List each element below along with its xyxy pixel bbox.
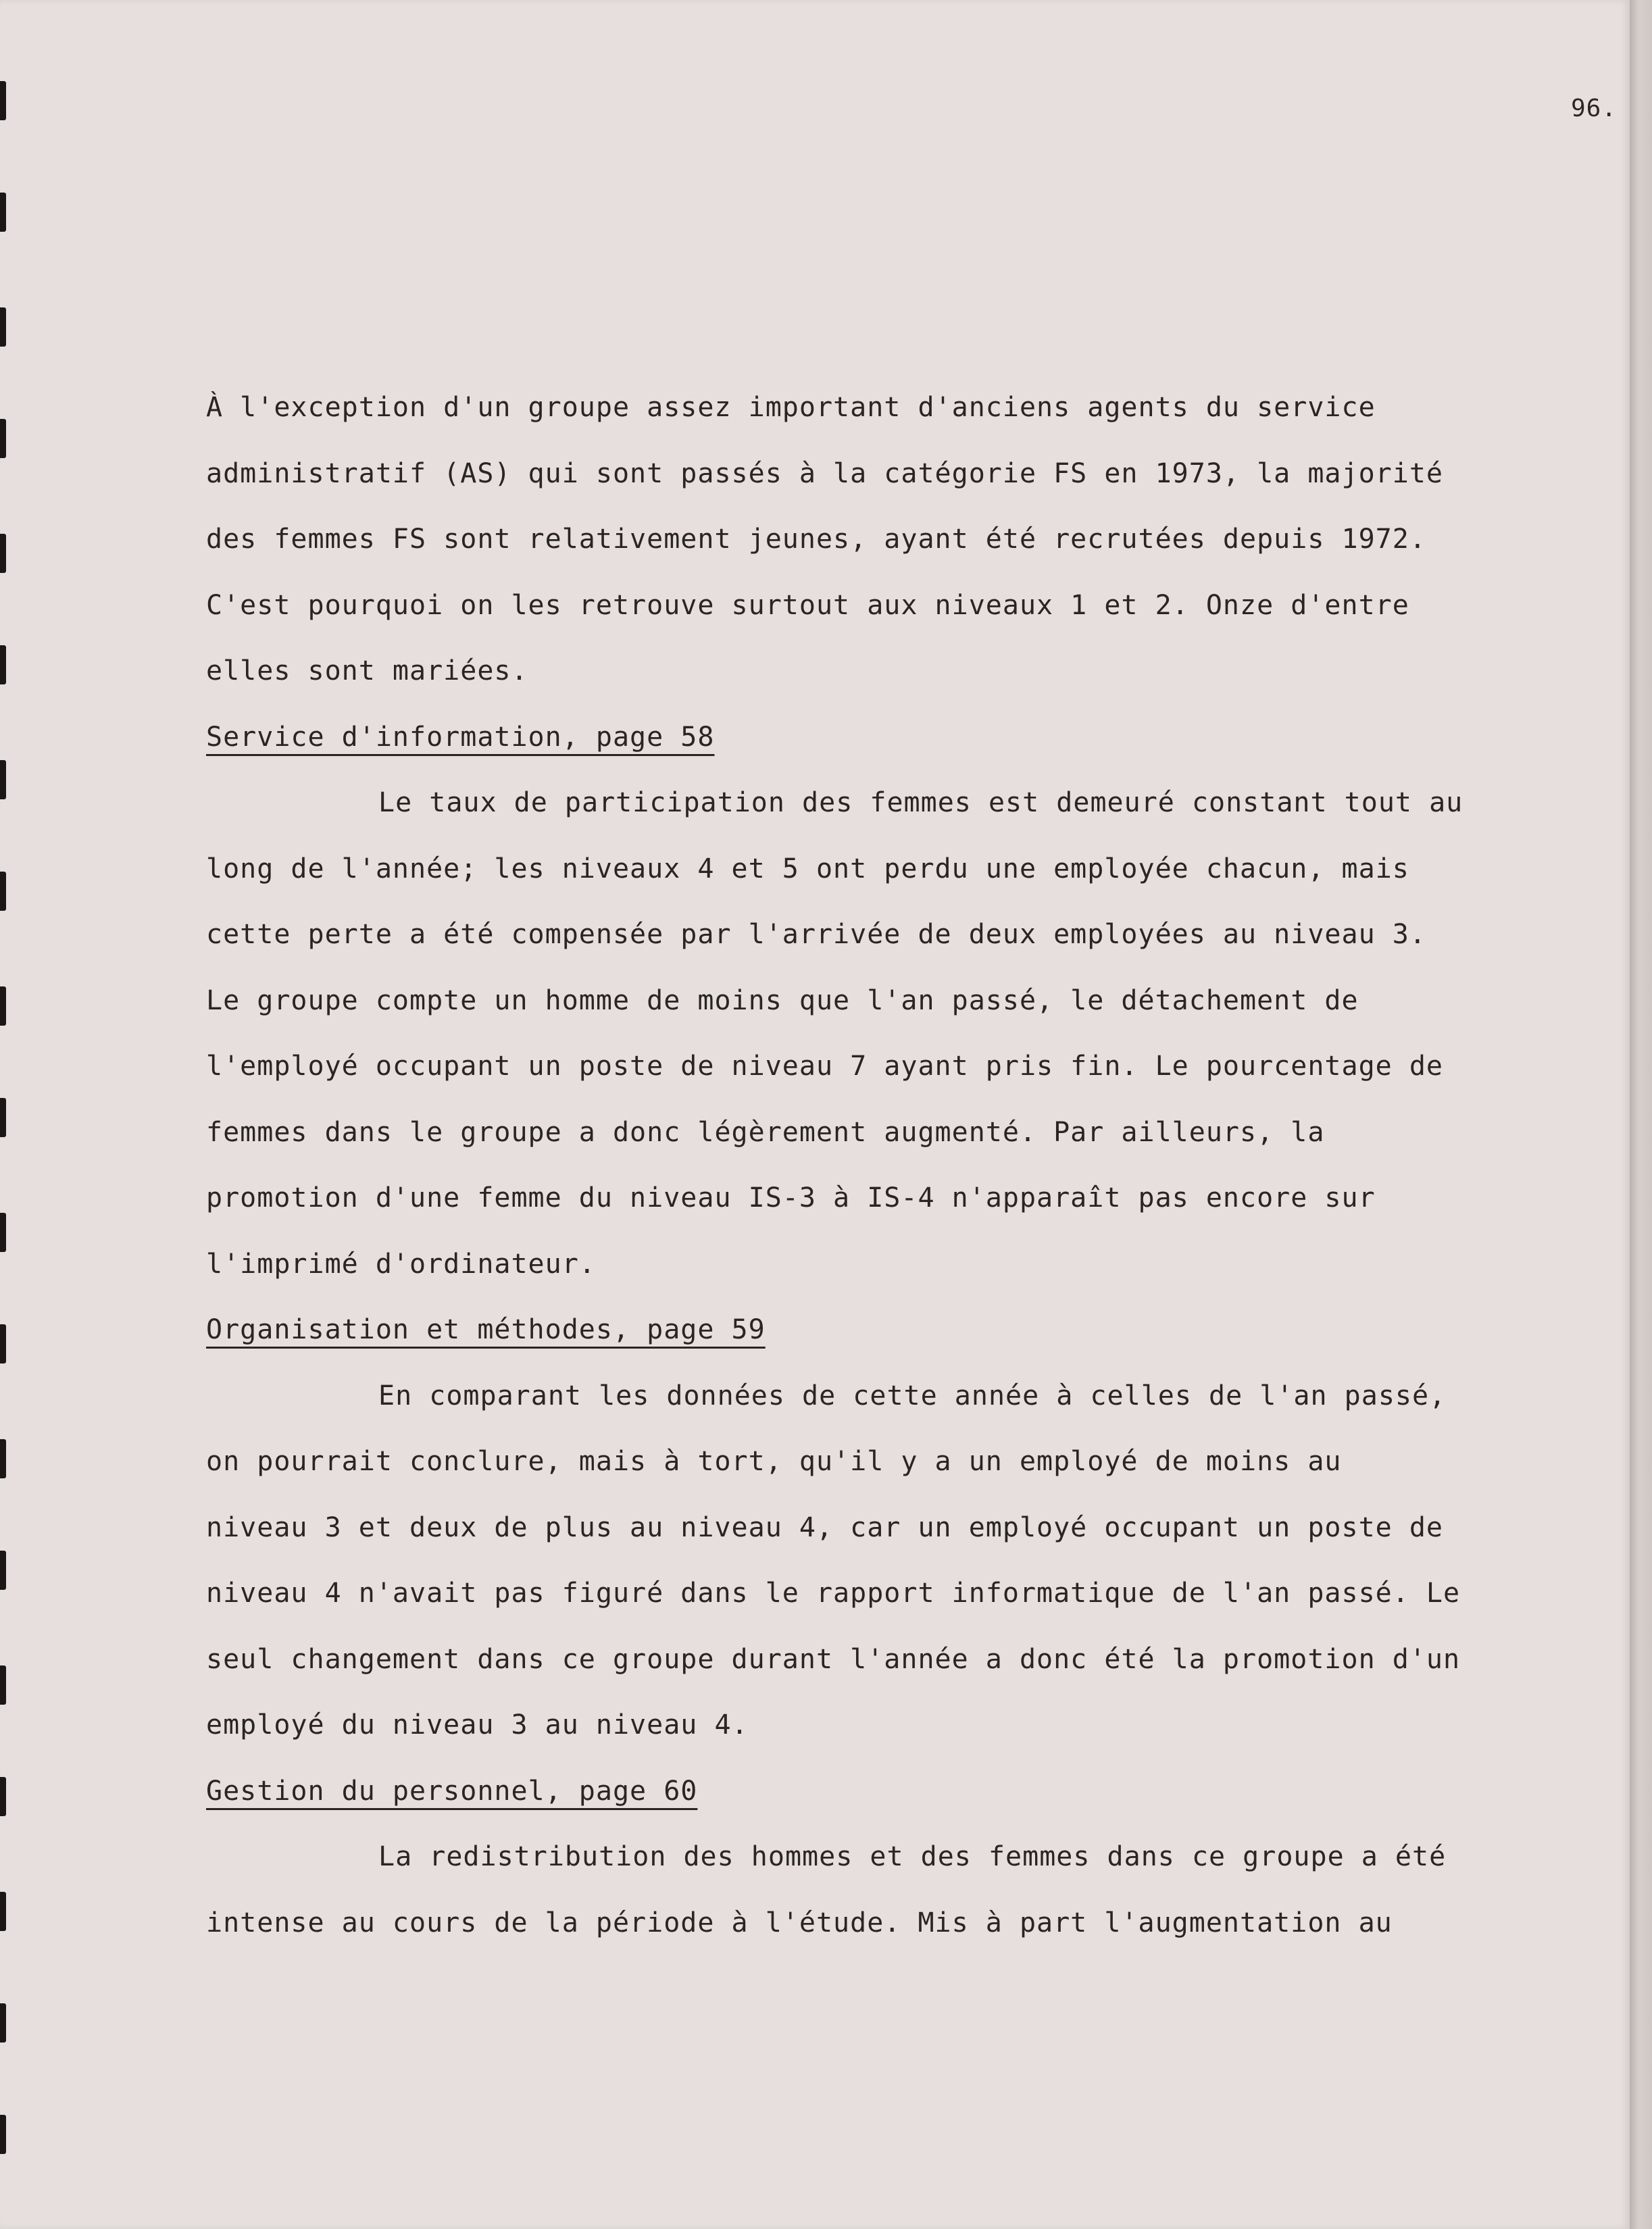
binding-hole (0, 760, 6, 799)
binding-hole (0, 193, 6, 232)
binding-hole (0, 986, 6, 1026)
binding-hole (0, 1324, 6, 1363)
binding-hole (0, 1439, 6, 1478)
text-line: elles sont mariées. (206, 655, 528, 686)
text-line: administratif (AS) qui sont passés à la catégorie FS en 1973, la majorité (206, 457, 1443, 489)
text-line: niveau 3 et deux de plus au niveau 4, car un employé occupant un poste de (206, 1511, 1443, 1543)
text-line: niveau 4 n'avait pas figuré dans le rapport informatique de l'an passé. Le (206, 1578, 1461, 1609)
binding-hole (0, 645, 6, 684)
text-line: long de l'année; les niveaux 4 et 5 ont perdu une employée chacun, mais (206, 853, 1409, 884)
text-line: Le groupe compte un homme de moins que l'an passé, le détachement de (206, 984, 1359, 1016)
text-line: on pourrait conclure, mais à tort, qu'il y a un employé de moins au (206, 1446, 1342, 1477)
text-line: Le taux de participation des femmes est demeuré constant tout au (378, 787, 1463, 818)
binding-hole (0, 1666, 6, 1705)
text-line: intense au cours de la période à l'étude. Mis à part l'augmentation au (206, 1907, 1393, 1938)
heading-text: Gestion du personnel, page 60 (206, 1775, 698, 1807)
text-line: promotion d'une femme du niveau IS-3 à IS-4 n'apparaît pas encore sur (206, 1182, 1376, 1213)
binding-hole (0, 1213, 6, 1252)
heading-text: Service d'information, page 58 (206, 721, 715, 753)
text-line: l'employé occupant un poste de niveau 7 ayant pris fin. Le pourcentage de (206, 1051, 1443, 1082)
binding-hole (0, 2115, 6, 2154)
page-edge (1630, 0, 1652, 2229)
section-heading-service-information (206, 705, 1497, 771)
text-line: des femmes FS sont relativement jeunes, ayant été recrutées depuis 1972. (206, 524, 1426, 555)
section-heading-organisation-methodes (206, 1297, 1497, 1363)
text-line: C'est pourquoi on les retrouve surtout aux niveaux 1 et 2. Onze d'entre (206, 589, 1409, 621)
binding-hole (0, 534, 6, 573)
text-line: À l'exception d'un groupe assez important d'anciens agents du service (206, 392, 1376, 423)
text-line: femmes dans le groupe a donc légèrement augmenté. Par ailleurs, la (206, 1116, 1325, 1148)
text-line: seul changement dans ce groupe durant l'année a donc été la promotion d'un (206, 1643, 1461, 1675)
text-line: cette perte a été compensée par l'arrivée de deux employées au niveau 3. (206, 919, 1426, 950)
text-line: La redistribution des hommes et des femmes dans ce groupe a été (378, 1841, 1447, 1872)
binding-hole (0, 81, 6, 120)
heading-text: Organisation et méthodes, page 59 (206, 1314, 766, 1345)
binding-hole (0, 872, 6, 911)
binding-hole (0, 1551, 6, 1590)
binding-hole (0, 307, 6, 347)
text-line: l'imprimé d'ordinateur. (206, 1248, 596, 1280)
binding-hole (0, 1098, 6, 1137)
binding-hole (0, 1892, 6, 1931)
body-text (206, 375, 1497, 1956)
binding-hole (0, 2003, 6, 2043)
text-line: En comparant les données de cette année à celles de l'an passé, (378, 1380, 1447, 1411)
binding-hole (0, 1777, 6, 1816)
text-line: employé du niveau 3 au niveau 4. (206, 1709, 749, 1740)
page-number: 96. (1571, 95, 1618, 122)
binding-hole (0, 419, 6, 458)
binding-holes (0, 0, 9, 2229)
section-heading-gestion-personnel (206, 1759, 1497, 1825)
